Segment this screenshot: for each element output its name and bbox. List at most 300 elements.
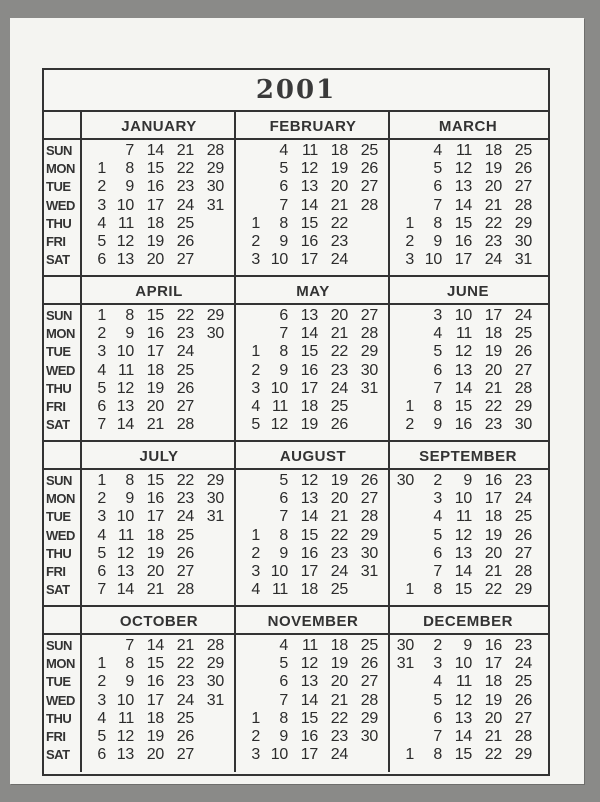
date-cell: 17: [146, 196, 164, 214]
date-cell: 10: [270, 562, 288, 580]
date-cell: [392, 563, 414, 581]
month-name: JULY: [139, 448, 179, 465]
date-cell: 1: [251, 709, 260, 727]
day-name-label: MON: [46, 161, 75, 177]
date-cell: 19: [484, 526, 502, 544]
date-cell: 4: [433, 325, 442, 343]
date-cell: 25: [330, 581, 348, 599]
date-cell: 5: [279, 472, 288, 489]
date-cell: 15: [300, 214, 318, 232]
month-block: [236, 112, 390, 277]
date-cell: 24: [484, 251, 502, 269]
date-cell: 27: [176, 397, 194, 415]
date-cell: 17: [300, 746, 318, 764]
title-row: [44, 70, 548, 112]
date-cell: [348, 215, 378, 233]
date-cell: 17: [484, 490, 502, 508]
date-cell: 12: [300, 655, 318, 673]
date-cell: 20: [330, 178, 348, 196]
date-cell: 14: [300, 196, 318, 214]
date-cell: [194, 251, 224, 269]
date-cell: 4: [433, 673, 442, 691]
date-cell: 3: [97, 196, 106, 214]
date-cell: 16: [484, 637, 502, 654]
date-cell: 22: [176, 472, 194, 489]
date-cell: 8: [433, 746, 442, 764]
date-cell: 24: [330, 746, 348, 764]
date-cell: 14: [454, 727, 472, 745]
date-cell: 25: [514, 673, 532, 691]
date-cell: 25: [360, 142, 378, 159]
date-cell: [392, 710, 414, 728]
date-cell: 19: [146, 544, 164, 562]
day-name-label: SUN: [46, 638, 72, 653]
date-cell: 14: [146, 142, 164, 159]
date-cell: 5: [433, 691, 442, 709]
date-cell: 15: [300, 526, 318, 544]
date-cell: [238, 655, 260, 673]
date-cell: 22: [176, 655, 194, 673]
date-cell: 9: [433, 416, 442, 434]
date-cell: 14: [146, 637, 164, 654]
date-cell: 2: [97, 325, 106, 343]
date-cell: 26: [360, 655, 378, 673]
date-cell: 17: [146, 343, 164, 361]
date-cell: 30: [206, 178, 224, 196]
month-block: [390, 112, 546, 277]
date-cell: 19: [484, 160, 502, 178]
month-block: [236, 277, 390, 442]
date-cell: 20: [330, 307, 348, 324]
date-cell: 5: [433, 526, 442, 544]
date-cell: 28: [360, 325, 378, 343]
date-cell: 4: [97, 709, 106, 727]
date-cell: 7: [97, 581, 106, 599]
date-cell: [392, 490, 414, 508]
date-cell: 2: [251, 544, 260, 562]
date-cell: 10: [116, 343, 134, 361]
date-cell: 7: [125, 637, 134, 654]
date-cell: 22: [484, 746, 502, 764]
date-cell: [238, 637, 260, 655]
date-cell: 24: [330, 379, 348, 397]
date-cell: 11: [117, 526, 134, 544]
date-cell: 26: [176, 544, 194, 562]
date-cell: 1: [97, 160, 106, 178]
date-cell: 22: [484, 581, 502, 599]
date-cell: 21: [330, 196, 348, 214]
date-cell: 7: [279, 508, 288, 526]
date-cell: 17: [484, 655, 502, 673]
date-cell: 28: [514, 196, 532, 214]
day-name-label: WED: [46, 527, 75, 543]
date-cell: 18: [146, 214, 164, 232]
date-cell: 12: [116, 232, 134, 250]
date-cell: 13: [300, 307, 318, 324]
date-cell: 28: [514, 727, 532, 745]
month-band: [44, 607, 548, 772]
date-cell: 8: [125, 472, 134, 489]
date-cell: 15: [454, 746, 472, 764]
date-cell: 30: [206, 490, 224, 508]
date-cell: 15: [454, 581, 472, 599]
date-cell: 22: [330, 214, 348, 232]
date-cell: 14: [116, 581, 134, 599]
date-cell: 15: [300, 343, 318, 361]
month-block: [236, 442, 390, 607]
date-cell: 12: [454, 160, 472, 178]
date-cell: 12: [116, 727, 134, 745]
date-cell: 14: [454, 562, 472, 580]
date-cell: 9: [125, 673, 134, 691]
date-cell: 30: [514, 232, 532, 250]
date-cell: 20: [484, 709, 502, 727]
month-block: [390, 607, 546, 772]
date-cell: [392, 527, 414, 545]
month-band: [44, 112, 548, 277]
month-block: [390, 277, 546, 442]
date-cell: 18: [484, 325, 502, 343]
date-cell: [194, 343, 224, 361]
date-cell: 21: [484, 379, 502, 397]
day-name-label: SAT: [46, 582, 70, 598]
date-cell: 8: [433, 397, 442, 415]
date-cell: 16: [300, 544, 318, 562]
month-date-grid: [84, 142, 224, 269]
date-cell: 20: [330, 490, 348, 508]
date-cell: 24: [514, 307, 532, 324]
date-cell: [392, 362, 414, 380]
date-cell: 21: [146, 581, 164, 599]
date-cell: 23: [176, 673, 194, 691]
date-cell: 29: [514, 214, 532, 232]
date-cell: 6: [433, 544, 442, 562]
month-date-grid: [238, 307, 378, 434]
month-block: [82, 277, 236, 442]
date-cell: 19: [300, 416, 318, 434]
date-cell: 5: [433, 343, 442, 361]
month-name: APRIL: [135, 283, 183, 300]
date-cell: 9: [279, 232, 288, 250]
date-cell: 27: [360, 178, 378, 196]
date-cell: 20: [146, 251, 164, 269]
date-cell: [194, 215, 224, 233]
date-cell: 29: [360, 343, 378, 361]
date-cell: 22: [176, 160, 194, 178]
date-cell: 23: [484, 416, 502, 434]
date-cell: 6: [97, 746, 106, 764]
calendar-card: [10, 18, 584, 784]
date-cell: 30: [206, 673, 224, 691]
date-cell: 26: [176, 232, 194, 250]
month-name: SEPTEMBER: [419, 448, 517, 465]
date-cell: [194, 380, 224, 398]
date-cell: 2: [405, 232, 414, 250]
date-cell: [194, 233, 224, 251]
date-cell: 6: [433, 709, 442, 727]
date-cell: 3: [433, 655, 442, 673]
date-cell: 30: [360, 544, 378, 562]
month-name: NOVEMBER: [267, 613, 359, 630]
date-cell: 19: [146, 379, 164, 397]
date-cell: 16: [454, 232, 472, 250]
date-cell: [238, 673, 260, 691]
date-cell: 19: [330, 472, 348, 489]
date-cell: 15: [454, 214, 472, 232]
date-cell: [194, 362, 224, 380]
date-cell: 2: [251, 232, 260, 250]
date-cell: 22: [330, 526, 348, 544]
date-cell: 16: [146, 325, 164, 343]
date-cell: 5: [251, 416, 260, 434]
date-cell: 6: [97, 562, 106, 580]
date-cell: 8: [125, 160, 134, 178]
date-cell: 3: [433, 307, 442, 324]
date-cell: 29: [206, 472, 224, 489]
date-cell: 12: [300, 472, 318, 489]
date-cell: 16: [300, 727, 318, 745]
date-cell: 17: [454, 251, 472, 269]
date-cell: 11: [455, 142, 472, 159]
date-cell: [238, 490, 260, 508]
day-name-label: THU: [46, 545, 72, 561]
date-cell: 7: [97, 416, 106, 434]
month-name: DECEMBER: [423, 613, 513, 630]
date-cell: 26: [514, 526, 532, 544]
date-cell: 6: [433, 178, 442, 196]
date-cell: 16: [300, 232, 318, 250]
date-cell: 23: [514, 637, 532, 654]
date-cell: 23: [330, 727, 348, 745]
date-cell: 14: [116, 416, 134, 434]
date-cell: 18: [146, 526, 164, 544]
day-name-label: WED: [46, 362, 75, 378]
date-cell: 2: [433, 472, 442, 489]
day-name-label: SUN: [46, 308, 72, 323]
date-cell: 13: [116, 562, 134, 580]
date-cell: 10: [270, 746, 288, 764]
date-cell: 25: [176, 709, 194, 727]
date-cell: 6: [97, 251, 106, 269]
date-cell: 27: [360, 307, 378, 324]
date-cell: 15: [146, 307, 164, 324]
date-cell: 4: [97, 526, 106, 544]
date-cell: 29: [514, 581, 532, 599]
date-cell: [348, 416, 378, 434]
date-cell: 13: [116, 746, 134, 764]
date-cell: 1: [405, 214, 414, 232]
date-cell: 13: [300, 673, 318, 691]
date-cell: 20: [146, 397, 164, 415]
date-cell: [348, 233, 378, 251]
date-cell: 26: [360, 472, 378, 489]
date-cell: 19: [484, 343, 502, 361]
day-name-label: FRI: [46, 563, 66, 579]
date-cell: 22: [176, 307, 194, 324]
date-cell: 20: [484, 361, 502, 379]
date-cell: 18: [146, 709, 164, 727]
date-cell: 23: [330, 232, 348, 250]
date-cell: 29: [206, 307, 224, 324]
date-cell: 1: [405, 746, 414, 764]
date-cell: 28: [206, 637, 224, 654]
date-cell: 31: [360, 379, 378, 397]
date-cell: [238, 307, 260, 325]
date-cell: [392, 343, 414, 361]
date-cell: 19: [146, 232, 164, 250]
date-cell: 26: [176, 379, 194, 397]
date-cell: 12: [454, 691, 472, 709]
date-cell: 3: [251, 379, 260, 397]
date-cell: 11: [117, 214, 134, 232]
date-cell: 11: [271, 581, 288, 599]
date-cell: 14: [454, 196, 472, 214]
date-cell: 27: [514, 178, 532, 196]
date-cell: 19: [330, 655, 348, 673]
day-name-label: MON: [46, 491, 75, 507]
date-cell: 23: [176, 325, 194, 343]
date-cell: 19: [146, 727, 164, 745]
date-cell: 24: [330, 251, 348, 269]
date-cell: 25: [360, 637, 378, 654]
date-cell: 9: [463, 472, 472, 489]
month-date-grid: [84, 307, 224, 434]
date-cell: 8: [279, 214, 288, 232]
date-cell: 29: [360, 526, 378, 544]
date-cell: 30: [206, 325, 224, 343]
day-name-label: FRI: [46, 233, 66, 249]
date-cell: 25: [176, 214, 194, 232]
date-cell: 20: [484, 178, 502, 196]
month-date-grid: [392, 307, 532, 434]
day-name-label: SAT: [46, 747, 70, 763]
date-cell: 30: [360, 727, 378, 745]
date-cell: 2: [97, 490, 106, 508]
date-cell: [348, 251, 378, 269]
date-cell: 25: [514, 325, 532, 343]
date-cell: 13: [454, 544, 472, 562]
date-cell: 3: [433, 490, 442, 508]
date-cell: 19: [330, 160, 348, 178]
date-cell: 27: [176, 746, 194, 764]
date-cell: [392, 178, 414, 196]
month-name: MAY: [296, 283, 330, 300]
date-cell: 29: [206, 655, 224, 673]
date-cell: 25: [330, 397, 348, 415]
date-cell: 13: [454, 178, 472, 196]
date-cell: 14: [300, 691, 318, 709]
date-cell: [392, 380, 414, 398]
date-cell: 25: [514, 508, 532, 526]
date-cell: [392, 728, 414, 746]
day-name-label: WED: [46, 197, 75, 213]
date-cell: 13: [454, 361, 472, 379]
date-cell: [348, 746, 378, 764]
date-cell: 22: [484, 397, 502, 415]
date-cell: 14: [454, 379, 472, 397]
date-cell: 2: [97, 178, 106, 196]
month-name: AUGUST: [279, 448, 347, 465]
date-cell: 8: [125, 307, 134, 324]
date-cell: 11: [455, 508, 472, 526]
date-cell: 21: [484, 562, 502, 580]
date-cell: [392, 142, 414, 160]
date-cell: 27: [360, 490, 378, 508]
date-cell: 31: [206, 691, 224, 709]
date-cell: 2: [433, 637, 442, 654]
date-cell: 30: [514, 416, 532, 434]
month-date-grid: [238, 637, 378, 764]
date-cell: 21: [176, 637, 194, 654]
date-cell: 1: [405, 397, 414, 415]
date-cell: [238, 178, 260, 196]
date-cell: 3: [97, 343, 106, 361]
date-cell: 10: [424, 251, 442, 269]
date-cell: [194, 545, 224, 563]
date-cell: 24: [176, 343, 194, 361]
date-cell: 7: [279, 325, 288, 343]
month-date-grid: [238, 472, 378, 599]
date-cell: 1: [97, 307, 106, 324]
date-cell: 29: [360, 709, 378, 727]
date-cell: 2: [405, 416, 414, 434]
date-cell: 30: [396, 637, 414, 654]
day-name-label: SUN: [46, 473, 72, 488]
date-cell: 21: [146, 416, 164, 434]
date-cell: [194, 728, 224, 746]
date-cell: 30: [360, 361, 378, 379]
date-cell: [348, 398, 378, 416]
date-cell: [392, 307, 414, 325]
date-cell: 4: [97, 214, 106, 232]
date-cell: [348, 581, 378, 599]
date-cell: 3: [97, 508, 106, 526]
day-name-label: TUE: [46, 509, 71, 525]
month-date-grid: [84, 637, 224, 764]
date-cell: [238, 142, 260, 160]
date-cell: 25: [514, 142, 532, 159]
date-cell: 18: [330, 637, 348, 654]
date-cell: 23: [330, 544, 348, 562]
calendar-frame: [42, 68, 550, 776]
date-cell: 18: [484, 508, 502, 526]
date-cell: 28: [206, 142, 224, 159]
date-cell: 3: [251, 251, 260, 269]
date-cell: 9: [279, 361, 288, 379]
date-cell: 25: [176, 526, 194, 544]
date-cell: 5: [279, 160, 288, 178]
day-name-label: THU: [46, 380, 72, 396]
date-cell: 13: [116, 251, 134, 269]
date-cell: 18: [484, 142, 502, 159]
date-cell: 7: [433, 727, 442, 745]
date-cell: 16: [146, 178, 164, 196]
date-cell: [194, 527, 224, 545]
date-cell: 29: [514, 746, 532, 764]
date-cell: 16: [454, 416, 472, 434]
month-name: FEBRUARY: [269, 118, 357, 135]
month-date-grid: [392, 637, 532, 764]
date-cell: [238, 160, 260, 178]
date-cell: 7: [125, 142, 134, 159]
day-name-label: THU: [46, 710, 72, 726]
date-cell: 8: [279, 526, 288, 544]
date-cell: 21: [330, 508, 348, 526]
date-cell: 31: [514, 251, 532, 269]
date-cell: 31: [360, 562, 378, 580]
date-cell: 1: [251, 343, 260, 361]
date-cell: [238, 472, 260, 490]
